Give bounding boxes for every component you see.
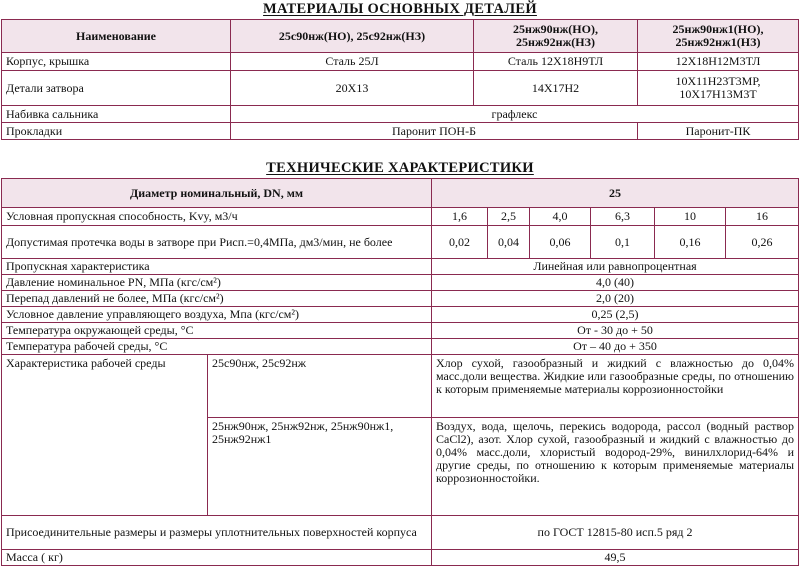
kvy-value: 2,5 [488,208,530,226]
row-value: От - 30 до + 50 [432,323,799,339]
cell-value: Паронит-ПК [638,123,799,140]
row-label: Пропускная характеристика [2,259,432,275]
media-label: Характеристика рабочей среды [2,355,208,516]
table-row [2,339,799,355]
row-label: Давление номинальное PN, МПа (кгс/см²) [2,275,432,291]
cell-value: Сталь 12Х18Н9ТЛ [474,53,638,71]
kvy-row [2,208,799,226]
row-label: Детали затвора [2,71,231,106]
kvy-value: 10 [655,208,726,226]
leak-value: 0,16 [655,226,726,259]
dn-row [2,179,799,208]
mass-label: Масса ( кг) [2,550,432,566]
row-label: Набивка сальника [2,106,231,123]
leak-value: 0,26 [726,226,799,259]
table-row [2,53,799,71]
row-label: Прокладки [2,123,231,140]
materials-title: МАТЕРИАЛЫ ОСНОВНЫХ ДЕТАЛЕЙ [263,1,537,17]
table-row [2,71,799,106]
table-row [2,291,799,307]
row-label: Температура рабочей среды, °С [2,339,432,355]
cell-value: 20Х13 [231,71,474,106]
kvy-value: 4,0 [530,208,591,226]
tech-table [1,178,799,566]
cell-value: 12Х18Н12М3ТЛ [638,53,799,71]
row-value: 0,25 (2,5) [432,307,799,323]
connect-label: Присоединительные размеры и размеры уплотнительных поверхностей корпуса [2,516,432,550]
table-row [2,275,799,291]
header-model-2: 25нж90нж(НО), 25нж92нж(НЗ) [474,20,638,53]
materials-table [1,19,799,140]
media-models-group-1: 25с90нж, 25с92нж [208,355,432,418]
media-description-group-2: Воздух, вода, щелочь, перекись водорода, рассол (водный раствор CaCl2), азот. Хлор сухой, газообразный и жидкий с влажностью до 0,04% масс.доли, хлористый водород-29%, винилхлорид-64% и другие среды, по отношению к которым применяемые материалы коррозионностойки. [432,418,799,516]
cell-value: графлекс [231,106,799,123]
row-label: Перепад давлений не более, МПа (кгс/см²) [2,291,432,307]
media-models-group-2: 25нж90нж, 25нж92нж, 25нж90нж1, 25нж92нж1 [208,418,432,516]
table-row [2,259,799,275]
kvy-value: 16 [726,208,799,226]
mass-value: 49,5 [432,550,799,566]
cell-value: Сталь 25Л [231,53,474,71]
materials-header-row [2,20,799,53]
header-model-3: 25нж90нж1(НО), 25нж92нж1(НЗ) [638,20,799,53]
row-value: 4,0 (40) [432,275,799,291]
cell-value: 10Х11Н23Т3МР, 10Х17Н13М3Т [638,71,799,106]
cell-value: 14Х17Н2 [474,71,638,106]
leak-value: 0,04 [488,226,530,259]
table-row [2,323,799,339]
leak-value: 0,02 [432,226,488,259]
table-row [2,123,799,140]
connect-value: по ГОСТ 12815-80 исп.5 ряд 2 [432,516,799,550]
connect-row [2,516,799,550]
dn-value: 25 [432,179,799,208]
tech-title: ТЕХНИЧЕСКИЕ ХАРАКТЕРИСТИКИ [266,160,534,176]
row-value: 2,0 (20) [432,291,799,307]
kvy-value: 6,3 [591,208,655,226]
header-model-1: 25с90нж(НО), 25с92нж(НЗ) [231,20,474,53]
table-row [2,307,799,323]
media-description-group-1: Хлор сухой, газообразный и жидкий с влажностью до 0,04% масс.доли вещества. Жидкие или газообразные среды, по отношению к которым применяемые материалы коррозионностойки [432,355,799,418]
row-label: Условное давление управляющего воздуха, Мпа (кгс/см²) [2,307,432,323]
table-row [2,106,799,123]
row-label: Температура окружающей среды, °С [2,323,432,339]
row-value: Линейная или равнопроцентная [432,259,799,275]
row-value: От – 40 до + 350 [432,339,799,355]
cell-value: Паронит ПОН-Б [231,123,638,140]
header-name: Наименование [2,20,231,53]
leak-value: 0,06 [530,226,591,259]
leak-value: 0,1 [591,226,655,259]
kvy-label: Условная пропускная способность, Kvy, м3/ч [2,208,432,226]
dn-label: Диаметр номинальный, DN, мм [2,179,432,208]
row-label: Корпус, крышка [2,53,231,71]
media-row-1 [2,355,799,418]
leak-row [2,226,799,259]
kvy-value: 1,6 [432,208,488,226]
leak-label: Допустимая протечка воды в затворе при Рисп.=0,4МПа, дм3/мин, не более [2,226,432,259]
mass-row [2,550,799,566]
